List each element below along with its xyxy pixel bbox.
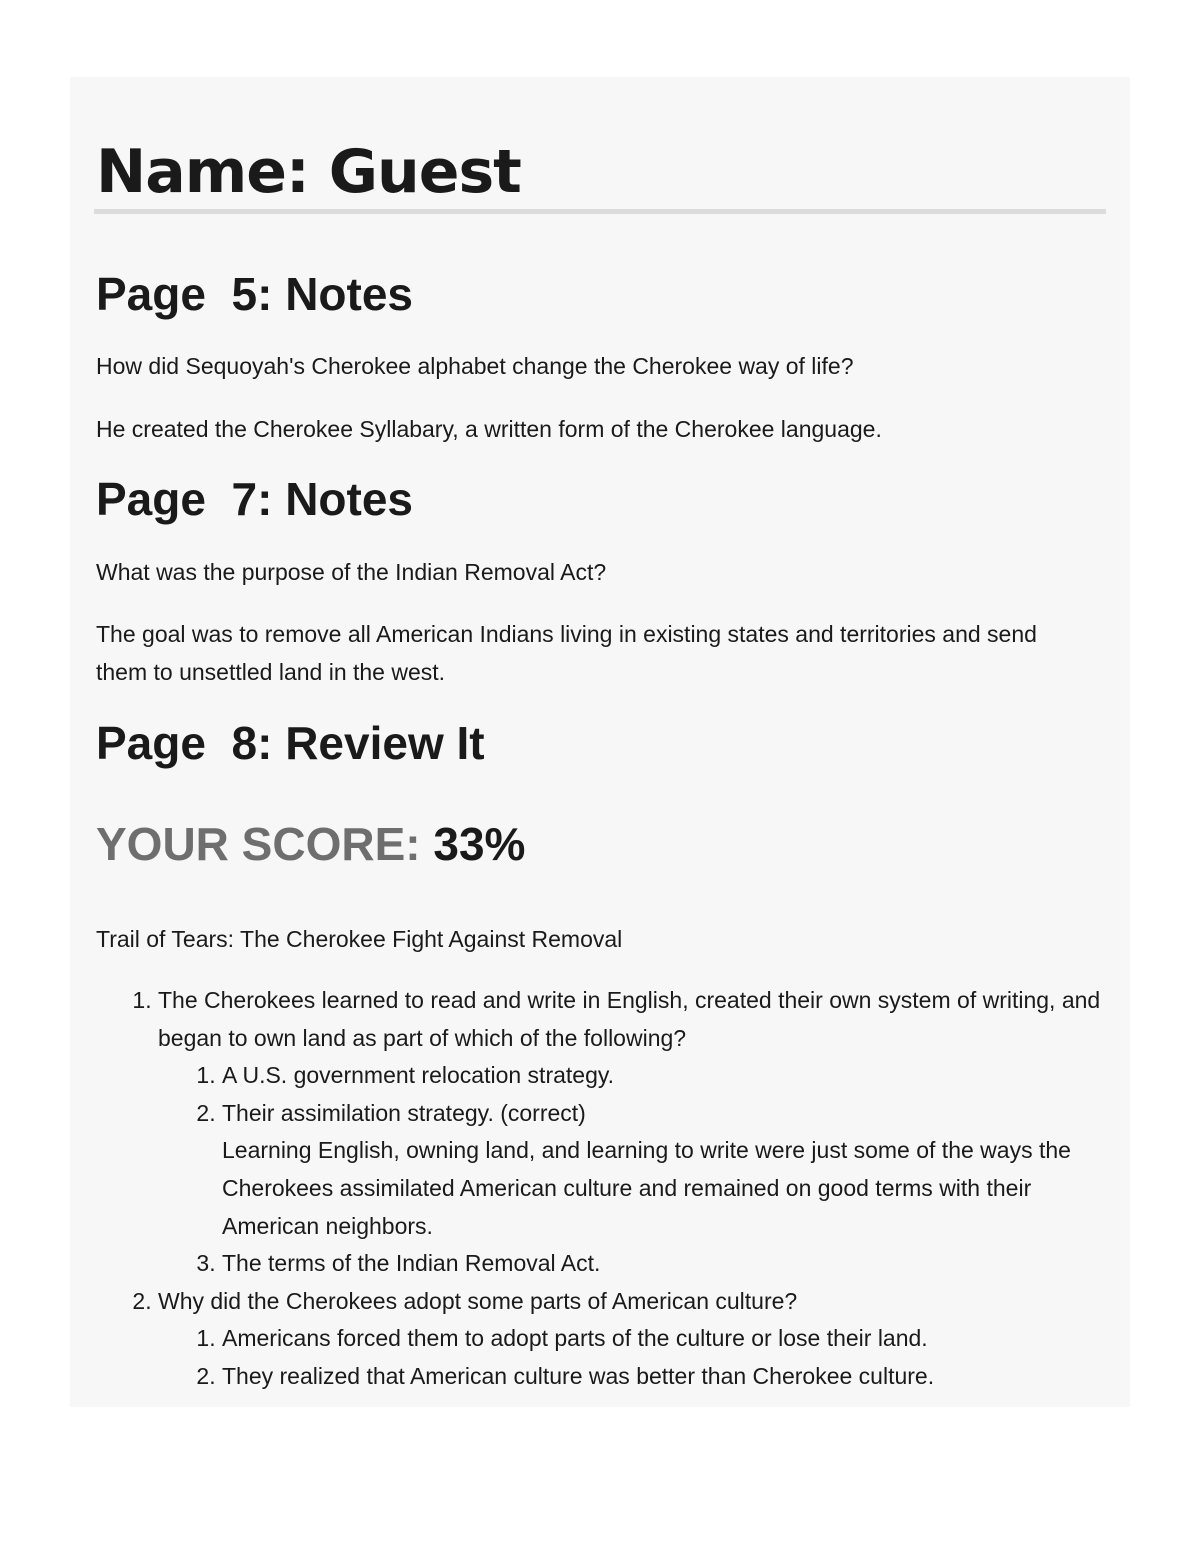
page-8-heading: Page 8: Review It — [96, 717, 485, 769]
document-page — [70, 77, 1130, 1407]
answer-explanation: Learning English, owning land, and learning to write were just some of the ways the Cherokees assimilated American culture and remained on good terms with their American neighbors. — [222, 1137, 1071, 1239]
score-value: 33% — [433, 818, 526, 870]
answer-choice: 3. The terms of the Indian Removal Act. — [222, 1245, 1108, 1283]
question-text: Why did the Cherokees adopt some parts of American culture? — [158, 1287, 798, 1314]
page-5-heading: Page 5: Notes — [96, 268, 413, 320]
answer-choice-list — [158, 1320, 1108, 1395]
page-7-question: What was the purpose of the Indian Removal Act? — [96, 559, 607, 585]
page-5-question: How did Sequoyah's Cherokee alphabet change the Cherokee way of life? — [96, 353, 854, 379]
answer-choice-text: Their assimilation strategy. (correct) — [222, 1099, 586, 1126]
quiz-title: Trail of Tears: The Cherokee Fight Against Removal — [96, 926, 623, 952]
answer-choice-correct — [222, 1095, 1108, 1245]
score-label: YOUR SCORE: — [96, 818, 421, 870]
page-5-answer: He created the Cherokee Syllabary, a written form of the Cherokee language. — [96, 416, 882, 442]
answer-choice: 1. A U.S. government relocation strategy. — [222, 1057, 1108, 1095]
page-7-answer: The goal was to remove all American Indians living in existing states and territories and send them to unsettled land in the west. — [96, 621, 1037, 685]
page-7-heading: Page 7: Notes — [96, 473, 413, 525]
question-text: The Cherokees learned to read and write in English, created their own system of writing, and began to own land as part of which of the following? — [158, 987, 1101, 1051]
answer-choice: 1. Americans forced them to adopt parts of the culture or lose their land. — [222, 1320, 1108, 1358]
quiz-question-list — [96, 982, 1108, 1396]
quiz-question — [158, 982, 1108, 1283]
answer-choice-list — [158, 1057, 1108, 1283]
answer-choice: 2. They realized that American culture was better than Cherokee culture. — [222, 1358, 1108, 1396]
score-display — [96, 817, 525, 871]
quiz-question — [158, 1283, 1108, 1396]
title-divider — [94, 209, 1106, 214]
name-title: Name: Guest — [96, 137, 521, 207]
